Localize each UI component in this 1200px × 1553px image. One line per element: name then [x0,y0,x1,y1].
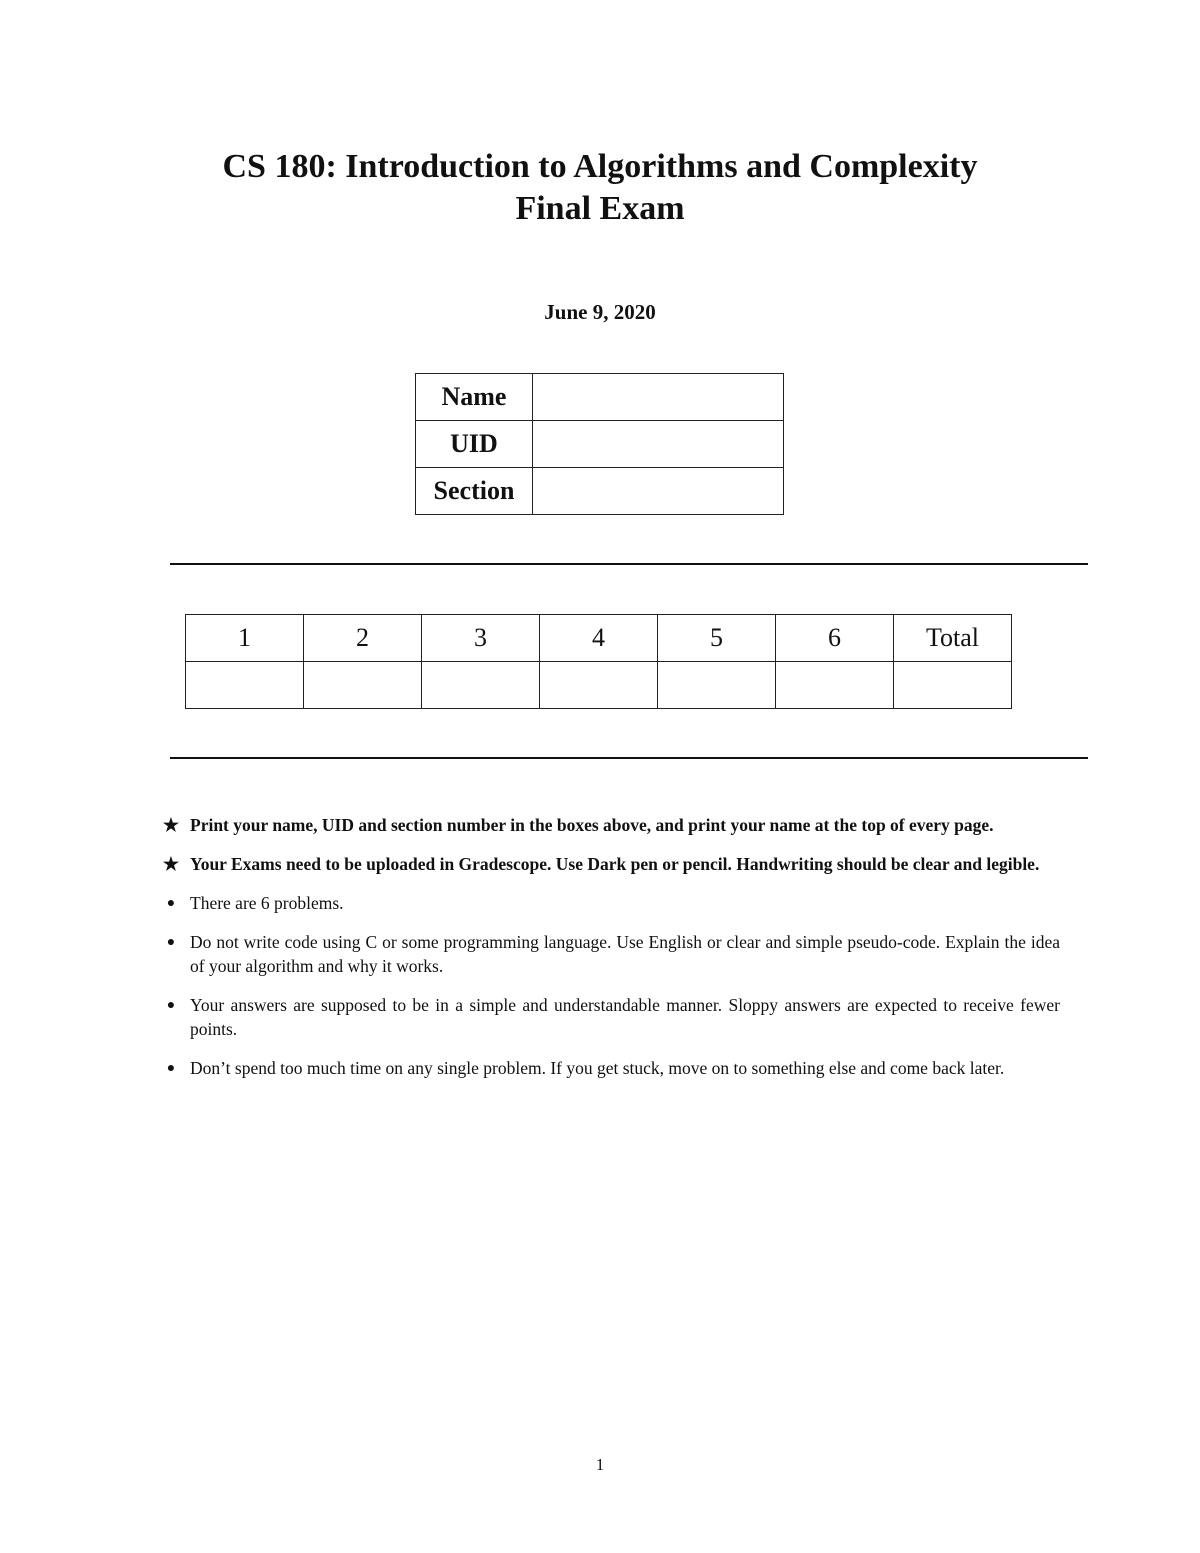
instruction-text: Your answers are supposed to be in a simple and understandable manner. Sloppy answers are expected to receive fewer points. [190,995,1060,1039]
instruction-text: Print your name, UID and section number in the boxes above, and print your name at the top of every page. [190,815,994,835]
score-header-cell: 4 [540,615,658,662]
instruction-item [160,930,1060,978]
top-divider [170,563,1088,565]
score-table [185,614,1012,709]
instruction-text: Don’t spend too much time on any single problem. If you get stuck, move on to something else and come back later. [190,1058,1005,1078]
instruction-item [160,852,1060,876]
student-info-table [415,373,784,515]
score-cell[interactable] [186,662,304,709]
score-value-row [186,662,1012,709]
instruction-text: Your Exams need to be uploaded in Gradescope. Use Dark pen or pencil. Handwriting should be clear and legible. [190,854,1040,874]
exam-subtitle: Final Exam [515,190,685,227]
uid-label: UID [416,421,533,468]
score-cell[interactable] [422,662,540,709]
bullet-icon: ● [166,935,176,950]
section-field[interactable] [533,468,784,515]
instruction-item [160,813,1060,837]
score-header-cell: 2 [304,615,422,662]
instruction-item [160,993,1060,1041]
exam-title: CS 180: Introduction to Algorithms and Complexity [222,148,978,185]
star-icon: ★ [162,815,180,835]
info-row-name [416,374,784,421]
score-header-row [186,615,1012,662]
bottom-divider [170,757,1088,759]
name-label: Name [416,374,533,421]
bullet-icon: ● [166,1061,176,1076]
bullet-icon: ● [166,998,176,1013]
score-header-cell: 3 [422,615,540,662]
section-label: Section [416,468,533,515]
score-header-cell: Total [894,615,1012,662]
exam-date: June 9, 2020 [544,300,656,324]
page-number: 1 [595,1455,605,1474]
instruction-text: There are 6 problems. [190,893,344,913]
score-cell[interactable] [540,662,658,709]
uid-field[interactable] [533,421,784,468]
score-header-cell: 5 [658,615,776,662]
score-header-cell: 6 [776,615,894,662]
info-row-section [416,468,784,515]
score-cell[interactable] [776,662,894,709]
star-icon: ★ [162,854,180,874]
instructions-list [160,813,1060,1080]
name-field[interactable] [533,374,784,421]
score-cell[interactable] [304,662,422,709]
instruction-item [160,891,1060,915]
score-cell[interactable] [894,662,1012,709]
bullet-icon: ● [166,896,176,911]
info-row-uid [416,421,784,468]
instruction-item [160,1056,1060,1080]
instruction-text: Do not write code using C or some programming language. Use English or clear and simple pseudo-code. Explain the idea of your algorithm and why it works. [190,932,1060,976]
score-cell[interactable] [658,662,776,709]
score-header-cell: 1 [186,615,304,662]
